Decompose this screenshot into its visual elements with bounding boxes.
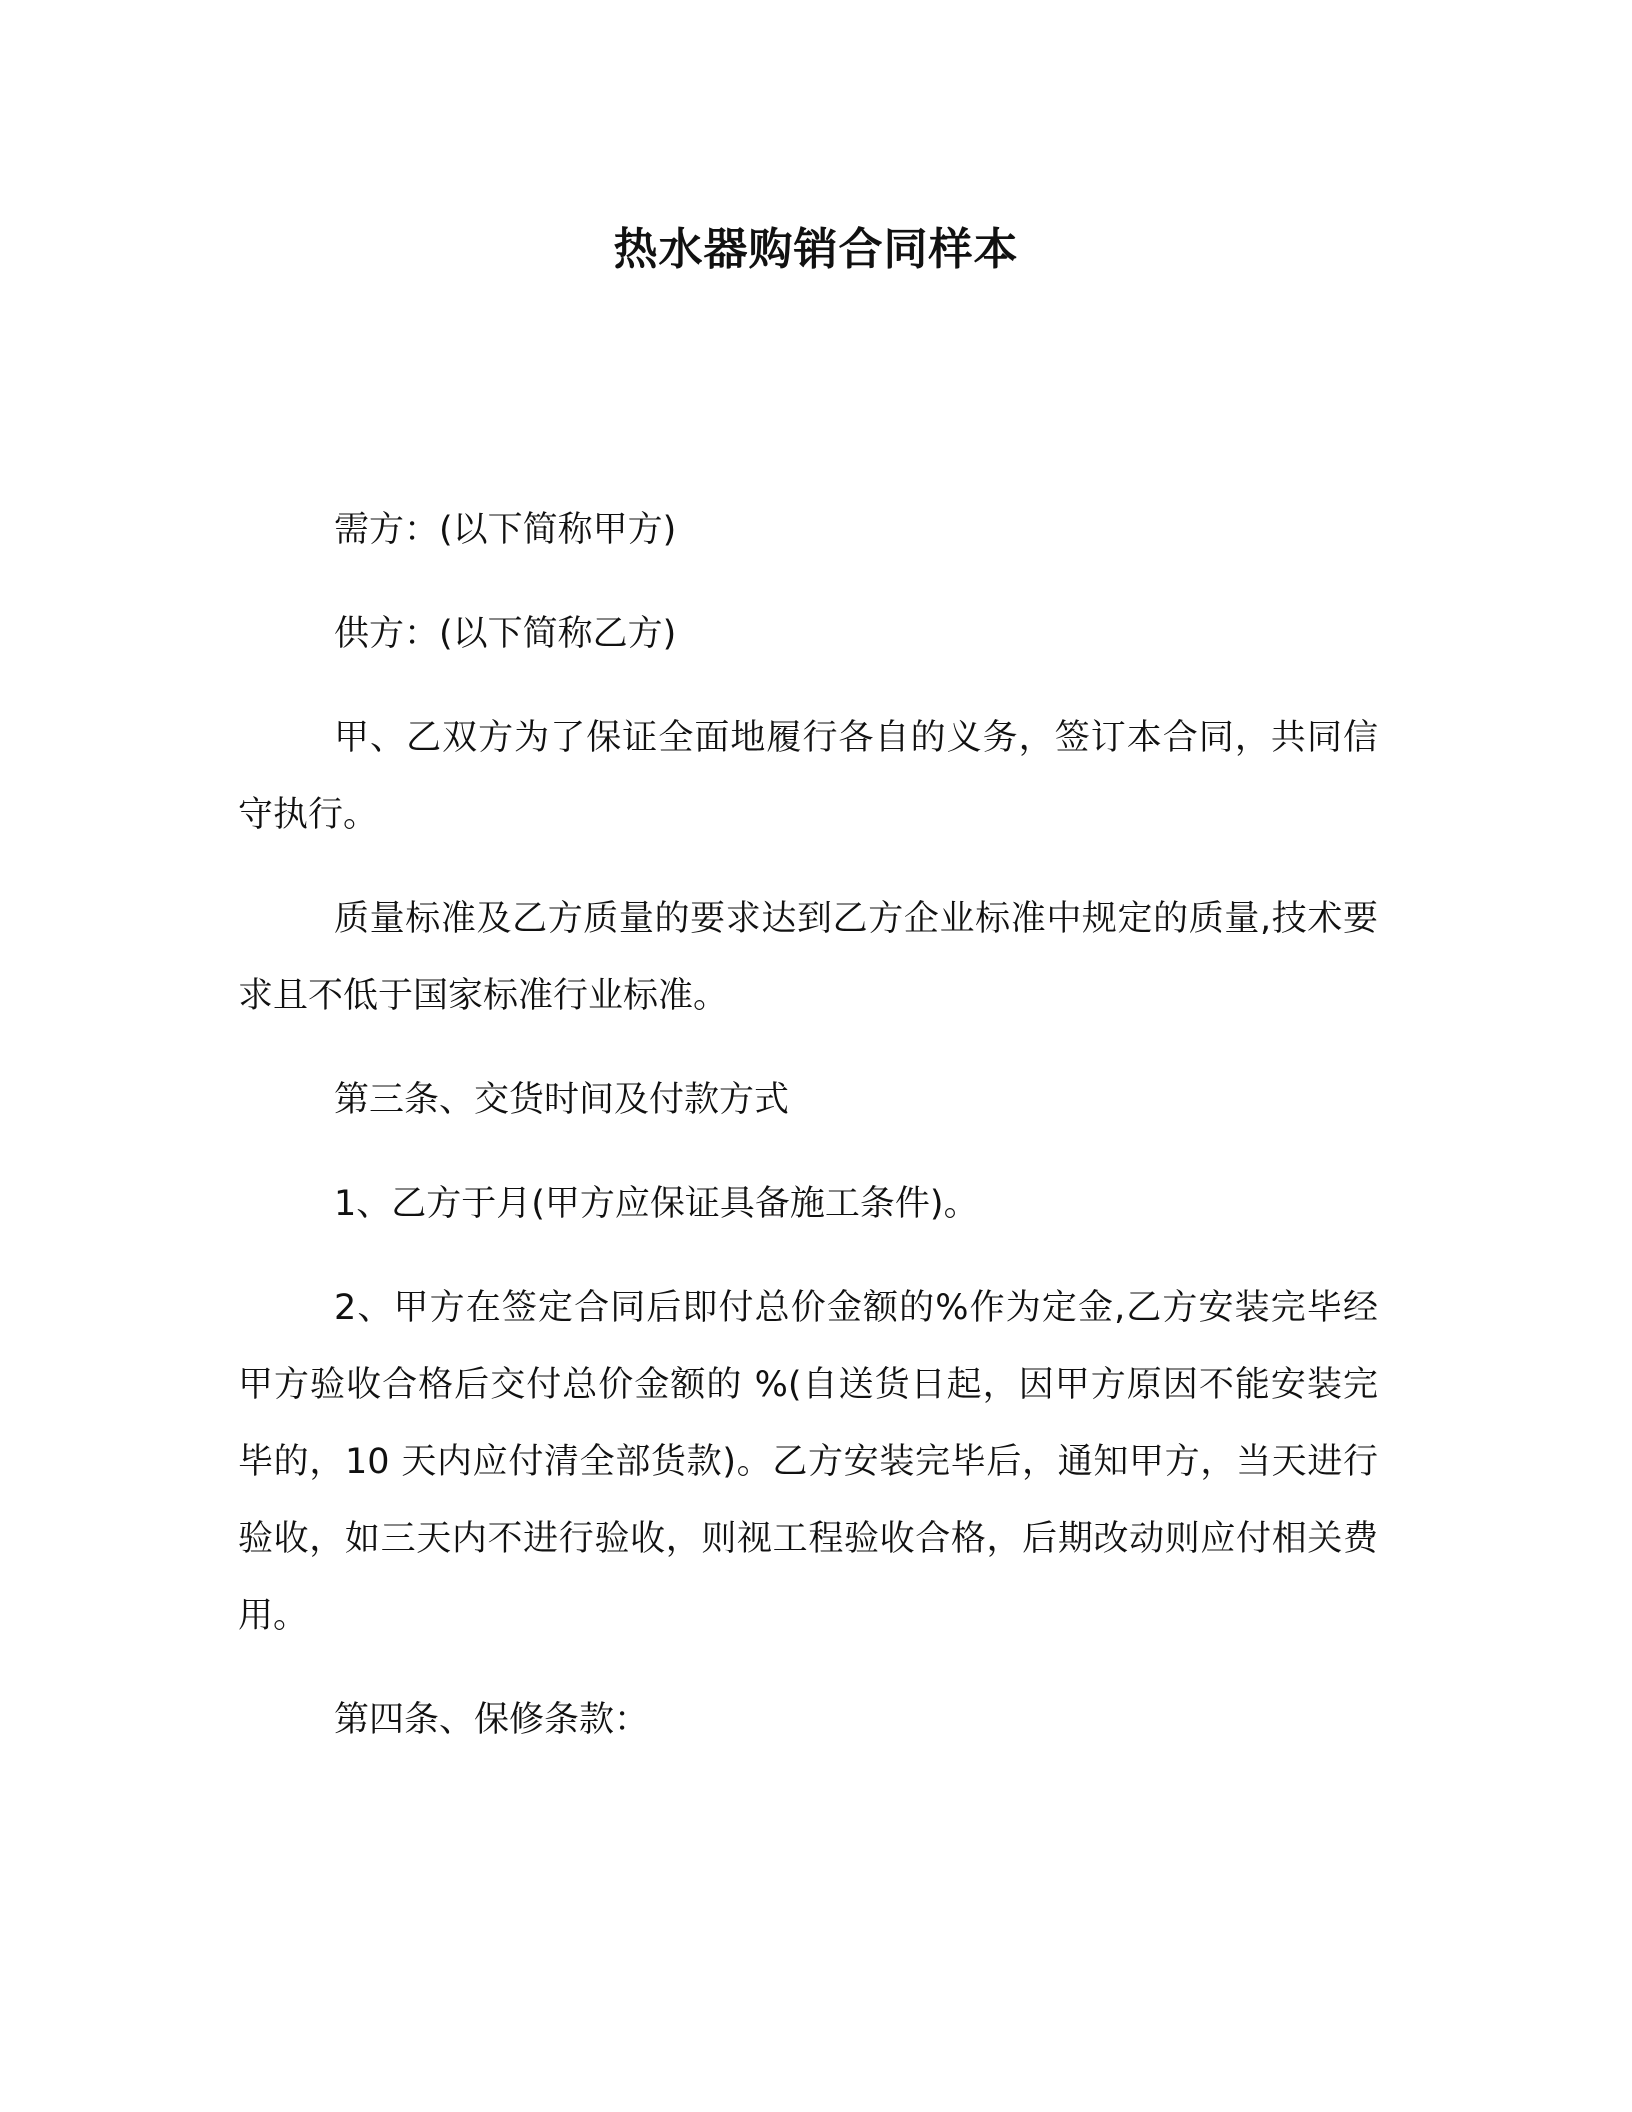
paragraph-intro: 甲、乙双方为了保证全面地履行各自的义务，签订本合同，共同信守执行。 <box>238 718 1378 835</box>
paragraph-buyer: 需方：(以下简称甲方) <box>334 510 677 550</box>
section-heading-article-3: 第三条、交货时间及付款方式 <box>334 1080 790 1120</box>
document-title: 热水器购销合同样本 <box>613 224 1019 275</box>
paragraph-seller: 供方：(以下简称乙方) <box>334 614 677 654</box>
document-body <box>238 492 1378 1786</box>
paragraph-quality: 质量标准及乙方质量的要求达到乙方企业标准中规定的质量,技术要求且不低于国家标准行业标准。 <box>238 899 1378 1016</box>
paragraph-clause-1: 1、乙方于月(甲方应保证具备施工条件)。 <box>334 1184 979 1224</box>
paragraph-clause-2: 2、甲方在签定合同后即付总价金额的%作为定金,乙方安装完毕经甲方验收合格后交付总价金额的 %(自送货日起，因甲方原因不能安装完毕的，10 天内应付清全部货款)。乙方安装完毕后，通知甲方，当天进行验收，如三天内不进行验收，则视工程验收合格，后期改动则应付相关费用。 <box>238 1288 1378 1636</box>
section-heading-article-4: 第四条、保修条款： <box>334 1700 650 1740</box>
